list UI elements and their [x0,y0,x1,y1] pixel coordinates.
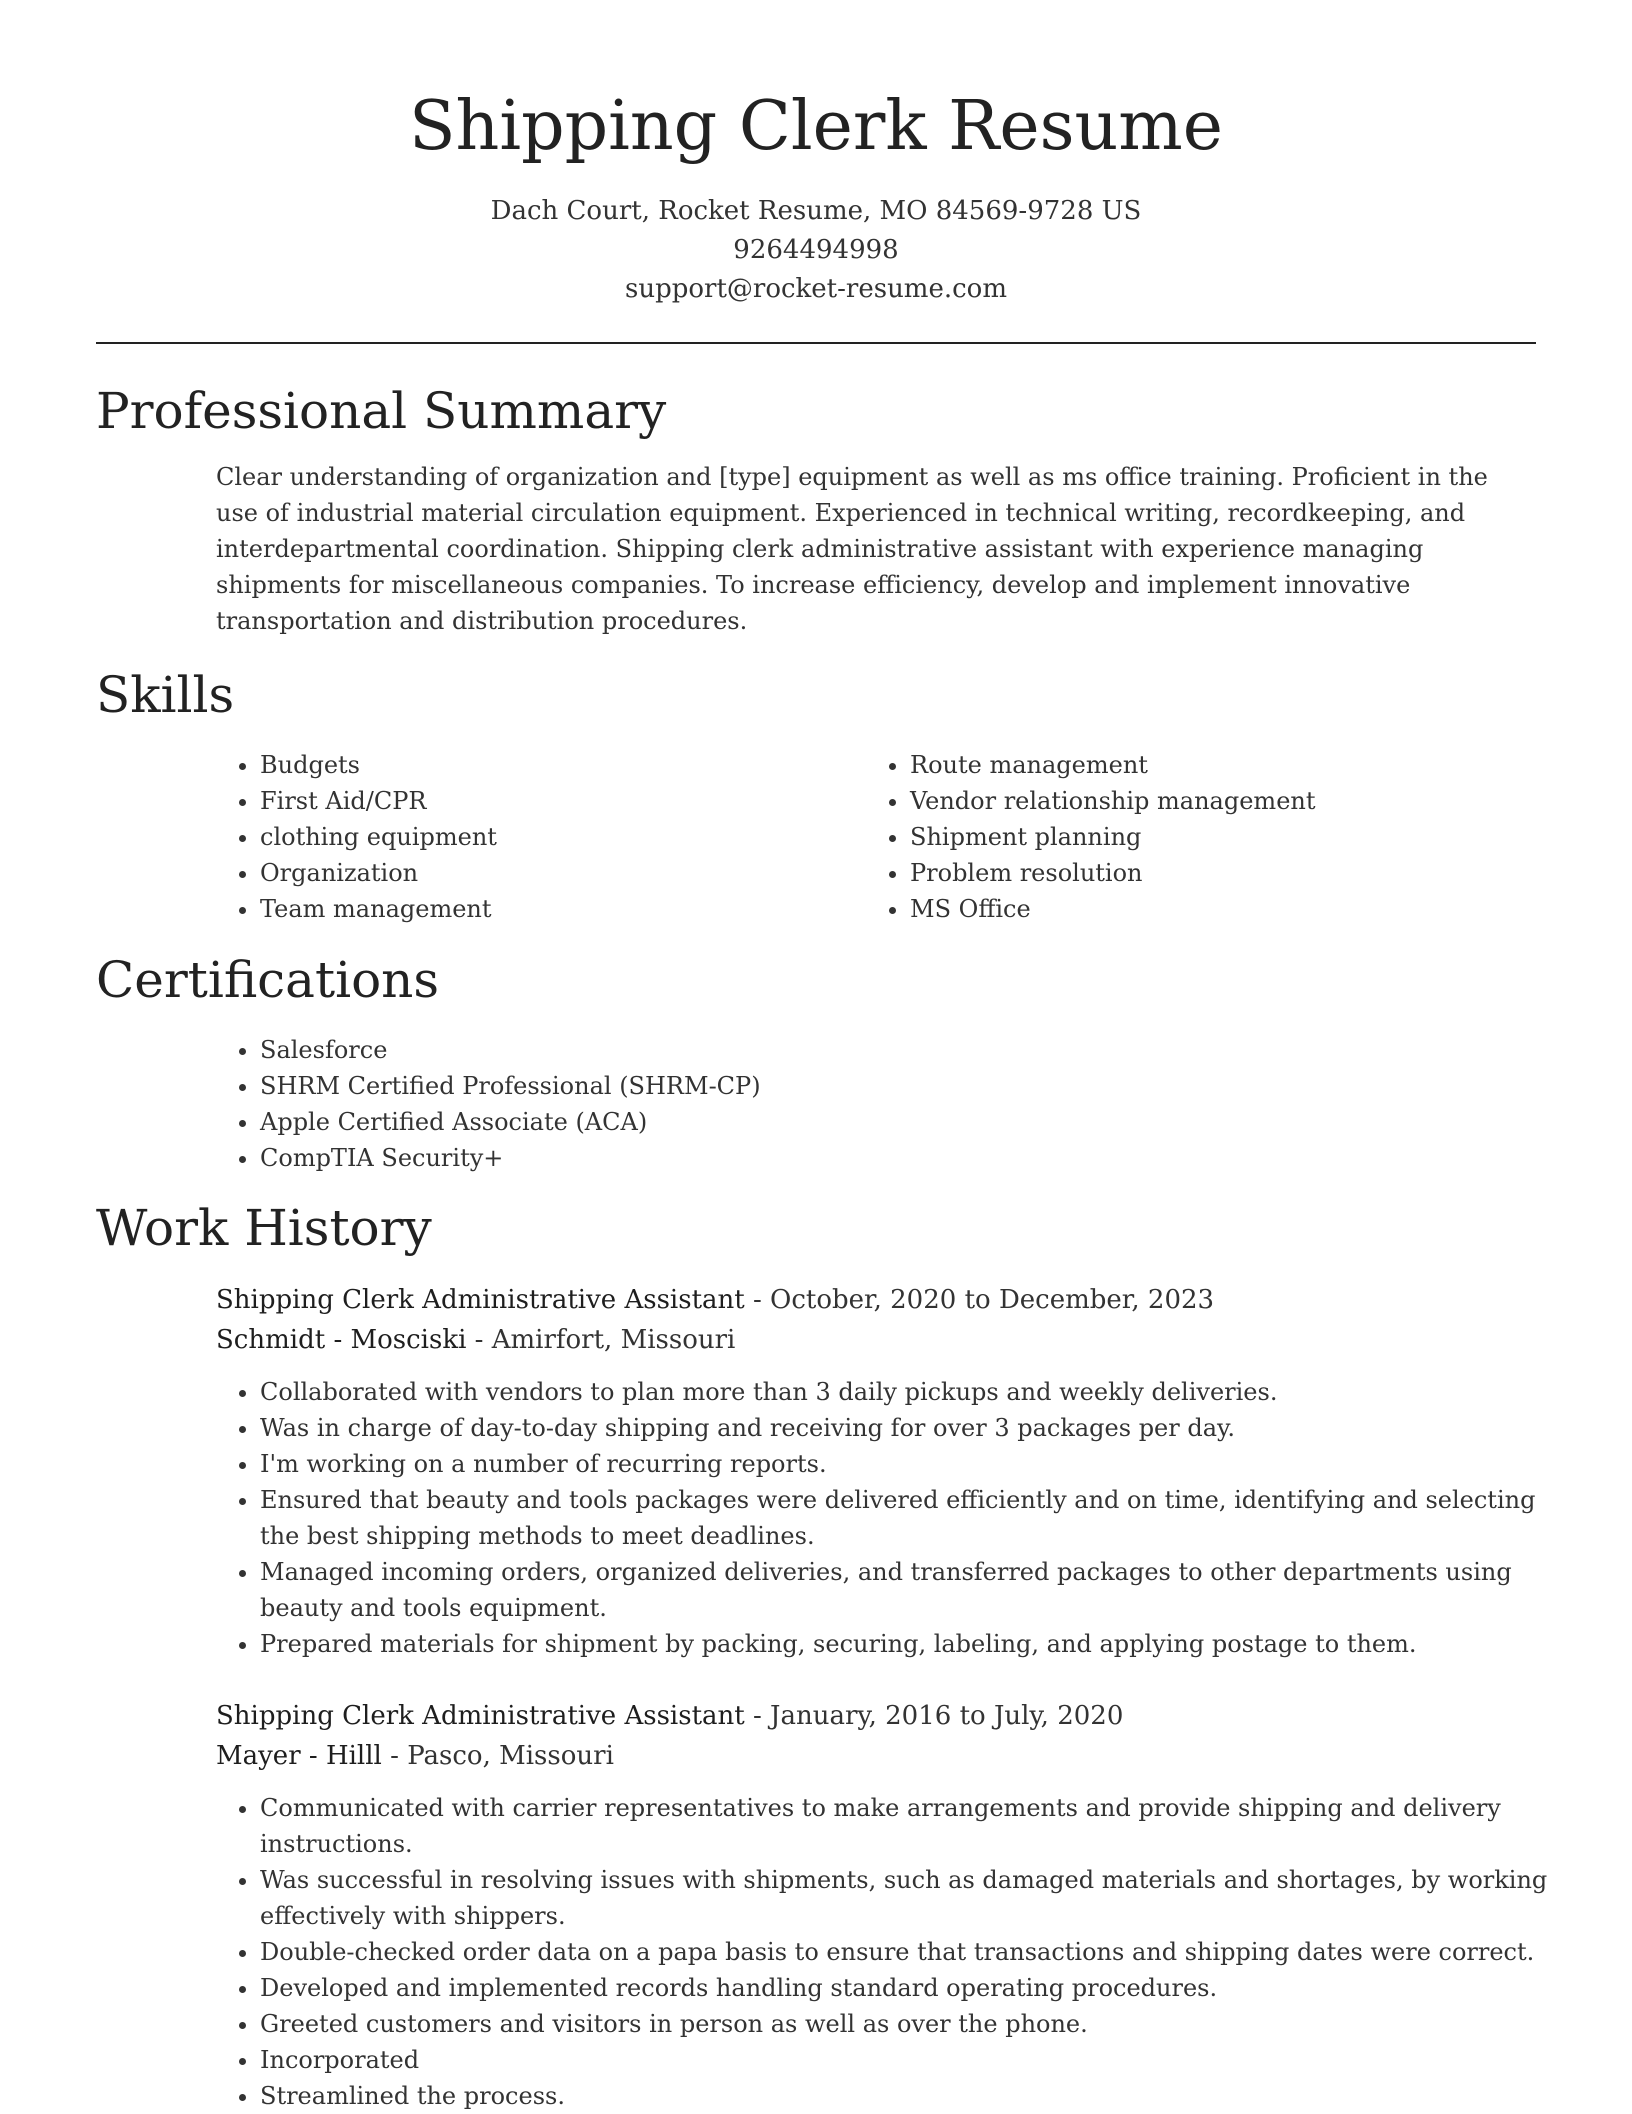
skill-item: • MS Office [910,891,1580,927]
skill-item: • Budgets [260,747,860,783]
work-history-heading: Work History [96,1199,432,1257]
job-company: Schmidt - Mosciski [216,1325,467,1355]
job-company: Mayer - Hilll [216,1741,382,1771]
certification-item: • SHRM Certified Professional (SHRM-CP) [260,1068,1580,1104]
resume-title: Shipping Clerk Resume [408,87,1224,166]
job-company-line [216,1736,1536,1776]
certification-item: • CompTIA Security+ [260,1140,1580,1176]
job-dates: - January, 2016 to July, 2020 [744,1701,1124,1731]
job-duties-list [216,1374,1580,1662]
job-company-line [216,1320,1536,1360]
skills-heading: Skills [96,666,235,724]
header-divider [96,342,1536,344]
certifications-heading: Certifications [96,951,440,1009]
skills-list-right [866,747,1580,927]
skill-item: • clothing equipment [260,819,860,855]
skills-list-left [216,747,860,927]
job-duty-item: • Greeted customers and visitors in person as well as over the phone. [260,2006,1580,2042]
contact-address: Dach Court, Rocket Resume, MO 84569-9728 US [490,196,1142,226]
certification-item: • Salesforce [260,1032,1580,1068]
skill-item: • Problem resolution [910,855,1580,891]
skill-item: • First Aid/CPR [260,783,860,819]
job-duty-item: • Double-checked order data on a papa basis to ensure that transactions and shipping dates were correct. [260,1934,1580,1970]
job-duty-item: • Managed incoming orders, organized deliveries, and transferred packages to other departments using beauty and tools equipment. [260,1554,1580,1626]
certification-item: • Apple Certified Associate (ACA) [260,1104,1580,1140]
job-location: - Amirfort, Missouri [466,1325,736,1355]
job-title: Shipping Clerk Administrative Assistant [216,1285,745,1315]
skill-item: • Vendor relationship management [910,783,1580,819]
job-duty-item: • Prepared materials for shipment by packing, securing, labeling, and applying postage to them. [260,1626,1580,1662]
certifications-list [216,1032,1580,1176]
job-duty-item: • Incorporated [260,2042,1580,2078]
skill-item: • Team management [260,891,860,927]
job-duty-item: • Was in charge of day-to-day shipping and receiving for over 3 packages per day. [260,1410,1580,1446]
summary-text: Clear understanding of organization and [type] equipment as well as ms office training. Proficient in the use of industrial material circulation equipment. Experienced in technical writing, recordkeeping, and interdepartmental coordination. Shipping clerk administrative assistant with experience managing shipments for miscellaneous companies. To increase efficiency, develop and implement innovative transportation and distribution procedures. [216,463,1488,635]
job-location: - Pasco, Missouri [381,1741,614,1771]
summary-heading: Professional Summary [96,382,667,440]
skill-item: • Organization [260,855,860,891]
skill-item: • Shipment planning [910,819,1580,855]
job-title-line [216,1696,1536,1736]
job-duty-item: • Collaborated with vendors to plan more than 3 daily pickups and weekly deliveries. [260,1374,1580,1410]
job-duty-item: • Streamlined the process. [260,2078,1580,2114]
job-title-line [216,1280,1536,1320]
job-duty-item: • Was successful in resolving issues with shipments, such as damaged materials and shortages, by working effectively with shippers. [260,1862,1580,1934]
job-duties-list [216,1790,1580,2114]
contact-block [0,192,1632,309]
job-duty-item: • Ensured that beauty and tools packages were delivered efficiently and on time, identifying and selecting the best shipping methods to meet deadlines. [260,1482,1580,1554]
skill-item: • Route management [910,747,1580,783]
contact-phone: 9264494998 [733,235,899,265]
contact-email: support@rocket-resume.com [624,274,1007,304]
job-duty-item: • Developed and implemented records handling standard operating procedures. [260,1970,1580,2006]
job-duty-item: • I'm working on a number of recurring reports. [260,1446,1580,1482]
job-duty-item: • Communicated with carrier representatives to make arrangements and provide shipping and delivery instructions. [260,1790,1580,1862]
job-title: Shipping Clerk Administrative Assistant [216,1701,745,1731]
job-dates: - October, 2020 to December, 2023 [744,1285,1215,1315]
